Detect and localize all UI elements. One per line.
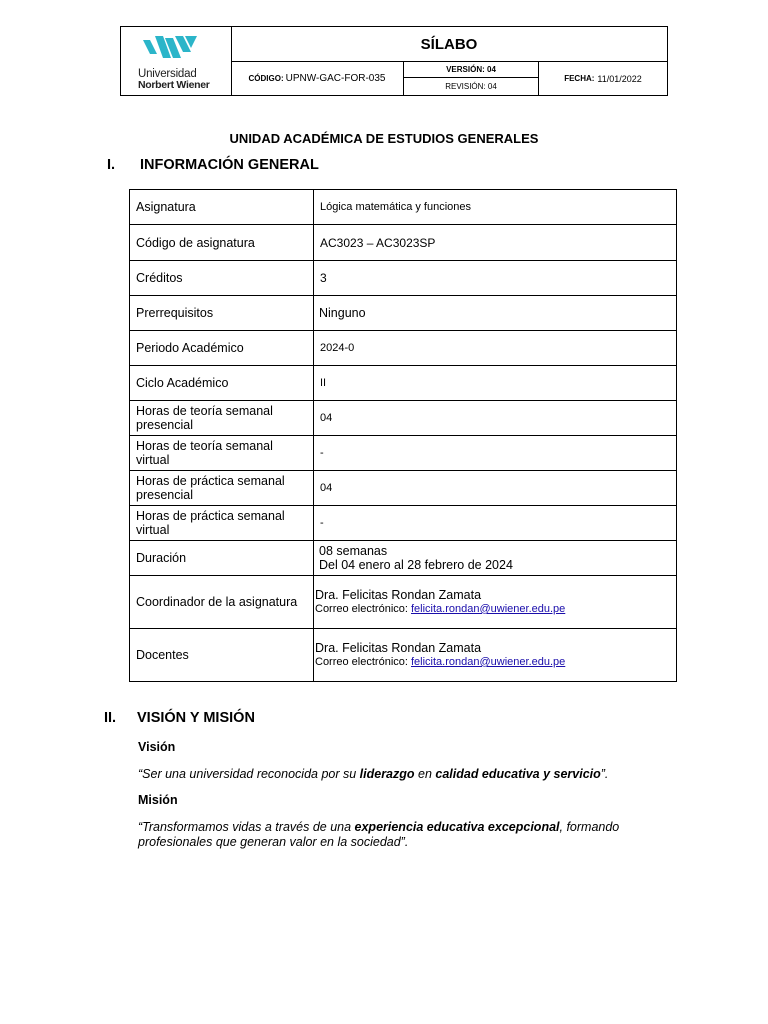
table-row [130,401,677,436]
duration-dates: Del 04 enero al 28 febrero de 2024 [319,558,513,572]
table-row [130,190,677,225]
table-row [130,331,677,366]
vision-text-part: en [414,767,436,781]
section-heading-vision-mision [104,710,255,726]
row-key: Créditos [130,261,314,296]
mision-text [138,820,658,850]
row-value: Ninguno [314,296,677,331]
row-key-line: Horas de teoría semanal [136,439,273,453]
vision-title: Visión [138,740,176,754]
teacher-name: Dra. Felicitas Rondan Zamata [315,641,482,655]
row-value: AC3023 – AC3023SP [314,225,677,261]
row-key-line: virtual [136,453,170,467]
row-value: - [314,506,677,541]
date-value: 11/01/2022 [597,73,642,84]
unit-title: UNIDAD ACADÉMICA DE ESTUDIOS GENERALES [229,131,539,146]
row-key-line: Horas de práctica semanal [136,509,285,523]
row-value: 3 [314,261,677,296]
row-key: Ciclo Académico [130,366,314,401]
row-value: II [314,366,677,401]
logo-text-universidad: Universidad [138,68,197,80]
table-row [130,296,677,331]
row-value: - [314,436,677,471]
logo-text-norbert-wiener: Norbert Wiener [138,79,210,91]
row-key: Coordinador de la asignatura [130,576,314,629]
table-row [130,506,677,541]
row-key-line: Horas de práctica semanal [136,474,285,488]
vision-text-part: “Ser una universidad reconocida por su [138,767,360,781]
row-value: 04 [314,401,677,436]
row-key: Periodo Académico [130,331,314,366]
row-value: 2024-0 [314,331,677,366]
coordinator-name: Dra. Felicitas Rondan Zamata [315,588,482,602]
vision-text-bold: liderazgo [359,767,415,781]
mision-text-part: “Transformamos vidas a través de una [138,820,355,834]
row-key [130,401,314,436]
vision-text-bold: calidad educativa y servicio [435,767,601,781]
coordinator-email [315,602,670,616]
duration-weeks: 08 semanas [319,544,388,558]
teacher-email [315,655,670,669]
mision-text-bold: experiencia educativa excepcional [354,820,560,834]
code-value: UPNW-GAC-FOR-035 [285,73,386,84]
logo-cell [121,27,232,95]
row-value: 04 [314,471,677,506]
row-key-line: presencial [136,488,193,502]
vision-text-part: ”. [600,767,609,781]
coordinator-email-link[interactable]: felicita.rondan@uwiener.edu.pe [411,603,566,615]
email-label: Correo electrónico: [315,656,408,668]
mision-text-part: , formando profesionales que generan valor en la sociedad”. [138,820,620,849]
document-code [231,62,404,95]
section-heading-info [107,157,319,173]
row-value [314,541,677,576]
document-revision: REVISIÓN: 04 [404,78,539,95]
teacher-email-link[interactable]: felicita.rondan@uwiener.edu.pe [411,656,566,668]
row-key: Asignatura [130,190,314,225]
document-title: SÍLABO [231,27,667,62]
row-key: Prerrequisitos [130,296,314,331]
table-row [130,366,677,401]
email-label: Correo electrónico: [315,603,408,615]
row-key [130,471,314,506]
general-info-table [129,189,677,682]
row-key [130,436,314,471]
table-row [130,541,677,576]
section-title: VISIÓN Y MISIÓN [137,710,255,726]
row-value: Lógica matemática y funciones [314,190,677,225]
university-logo-icon [141,32,201,64]
row-key-line: virtual [136,523,170,537]
row-key [130,506,314,541]
table-row [130,629,677,682]
table-row [130,261,677,296]
row-key: Docentes [130,629,314,682]
document-header [120,26,668,96]
code-label: CÓDIGO: [248,74,284,83]
table-row [130,225,677,261]
row-value [314,629,677,682]
section-number: I. [107,157,116,173]
date-label: FECHA: [564,74,595,83]
table-row [130,576,677,629]
mision-title: Misión [138,793,178,807]
table-row [130,471,677,506]
row-value [314,576,677,629]
document-version: VERSIÓN: 04 [404,62,539,78]
document-date [539,62,667,95]
table-row [130,436,677,471]
section-number: II. [104,710,117,726]
vision-text [138,767,658,782]
row-key-line: presencial [136,418,193,432]
row-key: Duración [130,541,314,576]
row-key: Código de asignatura [130,225,314,261]
row-key-line: Horas de teoría semanal [136,404,273,418]
section-title: INFORMACIÓN GENERAL [140,157,319,173]
